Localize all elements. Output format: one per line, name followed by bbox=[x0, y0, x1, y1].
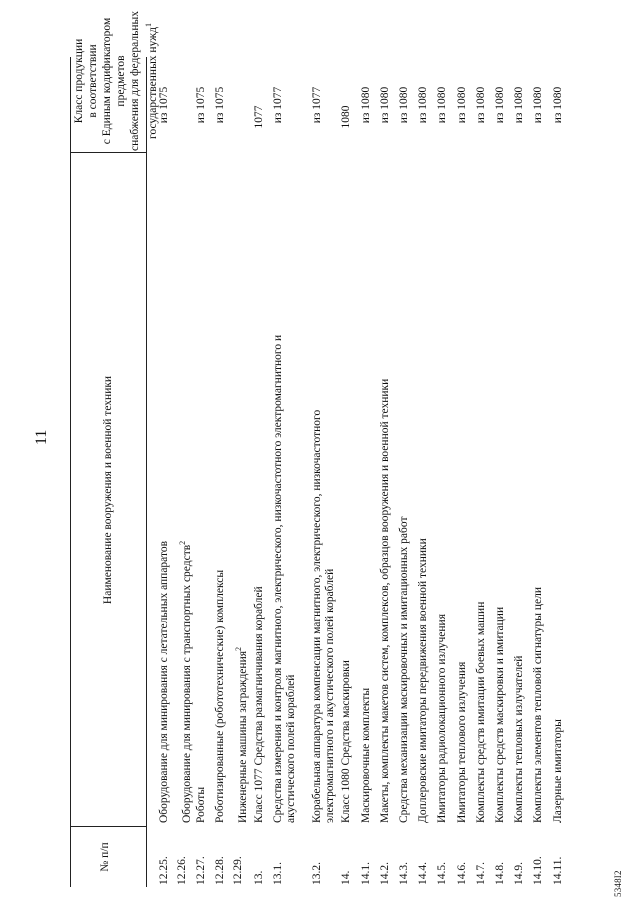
row-class-code: из 1080 bbox=[360, 86, 372, 124]
header-code-line: в соответствии bbox=[87, 44, 99, 118]
header-code bbox=[72, 11, 160, 151]
row-name-line: Комплекты элементов тепловой сигнатуры цели bbox=[532, 587, 544, 823]
row-name bbox=[513, 656, 526, 823]
row-class-code: 1077 bbox=[253, 105, 265, 129]
row-name-line: Оборудование для минирования с летательных аппаратов bbox=[158, 540, 170, 823]
table-top-border bbox=[70, 57, 71, 887]
header-name: Наименование вооружения и военной техники bbox=[102, 375, 114, 605]
row-class-code: из 1080 bbox=[532, 86, 544, 124]
row-name-line: Роботы bbox=[195, 786, 207, 823]
row-class-code: из 1080 bbox=[417, 86, 429, 124]
row-class-code: из 1080 bbox=[456, 86, 468, 124]
row-name bbox=[379, 379, 392, 823]
header-code-line: снабжения для федеральных bbox=[129, 11, 141, 151]
row-name bbox=[176, 541, 194, 823]
row-name-line: Комплекты средств маскировки и имитации bbox=[494, 606, 506, 823]
row-name bbox=[340, 660, 353, 823]
row-name-line: Средства механизации маскировочных и имитационных работ bbox=[398, 516, 410, 823]
row-number: 14.1. bbox=[360, 862, 372, 885]
row-name-line: Лазерные имитаторы bbox=[552, 719, 564, 823]
footnote-marker: 2 bbox=[178, 540, 187, 545]
row-class-code: из 1075 bbox=[195, 86, 207, 124]
row-name-line: Имитаторы теплового излучения bbox=[456, 661, 468, 823]
row-name bbox=[214, 570, 227, 823]
row-name bbox=[494, 607, 507, 823]
row-number: 14.6. bbox=[456, 862, 468, 885]
row-name bbox=[311, 410, 337, 823]
row-number: 14.2. bbox=[379, 862, 391, 885]
row-class-code: 1080 bbox=[340, 105, 352, 129]
row-number: 13.1. bbox=[272, 862, 284, 885]
row-name bbox=[272, 335, 298, 823]
row-class-code: из 1080 bbox=[494, 86, 506, 124]
row-name bbox=[158, 541, 171, 823]
row-name-line: электромагнитного и акустического полей кораблей bbox=[324, 568, 336, 823]
row-class-code: из 1075 bbox=[214, 86, 226, 124]
header-num bbox=[98, 829, 112, 885]
row-name-line: Класс 1080 Средства маскировки bbox=[340, 660, 352, 823]
row-name bbox=[475, 602, 488, 823]
row-number: 14. bbox=[340, 870, 352, 885]
row-number: 12.29. bbox=[232, 856, 244, 885]
row-name-line: Инженерные машины заграждения$^2$ bbox=[234, 646, 249, 823]
row-class-code: из 1080 bbox=[475, 86, 487, 124]
header-code-line: с Единым кодификатором предметов bbox=[101, 17, 127, 145]
row-number: 14.7. bbox=[475, 862, 487, 885]
row-name-line: Роботизированные (робототехнические) комплексы bbox=[214, 569, 226, 823]
row-class-code: из 1075 bbox=[158, 86, 170, 124]
row-number: 13.2. bbox=[311, 862, 323, 885]
row-class-code: из 1080 bbox=[552, 86, 564, 124]
row-number: 12.26. bbox=[176, 856, 188, 885]
footnote-marker: 1 bbox=[144, 23, 153, 28]
row-name bbox=[232, 647, 250, 823]
row-class-code: из 1080 bbox=[379, 86, 391, 124]
row-name bbox=[436, 614, 449, 823]
row-number: 13. bbox=[253, 870, 265, 885]
row-number: 12.27. bbox=[195, 856, 207, 885]
row-number: 14.11. bbox=[552, 856, 564, 885]
row-name-line: акустического полей кораблей bbox=[285, 674, 297, 823]
row-name-line: Оборудование для минирования с транспортных средств$^2$ bbox=[178, 540, 193, 823]
row-number: 12.28. bbox=[214, 856, 226, 885]
row-name bbox=[532, 587, 545, 823]
row-name bbox=[195, 787, 208, 823]
row-name-line: Имитаторы радиолокационного излучения bbox=[436, 614, 448, 823]
column-divider-code bbox=[70, 152, 147, 153]
row-number: 14.3. bbox=[398, 862, 410, 885]
footnote-marker: 2 bbox=[234, 646, 243, 651]
row-name bbox=[398, 516, 411, 823]
row-number: 12.25. bbox=[158, 856, 170, 885]
table-header-divider bbox=[146, 57, 147, 887]
column-divider-num bbox=[70, 826, 147, 827]
row-name bbox=[417, 538, 430, 823]
header-code-line: Класс продукции bbox=[73, 38, 85, 124]
row-class-code: из 1077 bbox=[311, 86, 323, 124]
row-class-code: из 1080 bbox=[513, 86, 525, 124]
row-number: 14.9. bbox=[513, 862, 525, 885]
row-name bbox=[456, 662, 469, 823]
row-name-line: Корабельная аппаратура компенсации магнитного, электрического, низкочастотного bbox=[311, 409, 323, 823]
row-name-line: Маскировочные комплекты bbox=[360, 687, 372, 823]
document-code: 5348I2 bbox=[613, 870, 623, 897]
row-number: 14.4. bbox=[417, 862, 429, 885]
row-name bbox=[552, 719, 565, 823]
row-name-line: Комплекты тепловых излучателей bbox=[513, 655, 525, 823]
row-name-line: Макеты, комплекты макетов систем, комплексов, образцов вооружения и военной техники bbox=[379, 378, 391, 823]
row-name-line: Комплекты средств имитации боевых машин bbox=[475, 601, 487, 823]
row-name-line: Средства измерения и контроля магнитного, электрического, низкочастотного электромагнитного и bbox=[272, 334, 284, 823]
row-name bbox=[253, 586, 266, 823]
row-number: 14.8. bbox=[494, 862, 506, 885]
row-name-line: Доплеровские имитаторы передвижения военной техники bbox=[417, 538, 429, 823]
row-class-code: из 1080 bbox=[436, 86, 448, 124]
row-name-line: Класс 1077 Средства размагничивания кораблей bbox=[253, 586, 265, 823]
row-number: 14.10. bbox=[532, 856, 544, 885]
header-num-text: № п/п bbox=[99, 842, 111, 872]
row-class-code: из 1077 bbox=[272, 86, 284, 124]
header-code-line-text: государственных нужд bbox=[146, 27, 159, 139]
row-class-code: из 1080 bbox=[398, 86, 410, 124]
page-number: 11 bbox=[33, 429, 50, 445]
row-name bbox=[360, 688, 373, 823]
row-number: 14.5. bbox=[436, 862, 448, 885]
